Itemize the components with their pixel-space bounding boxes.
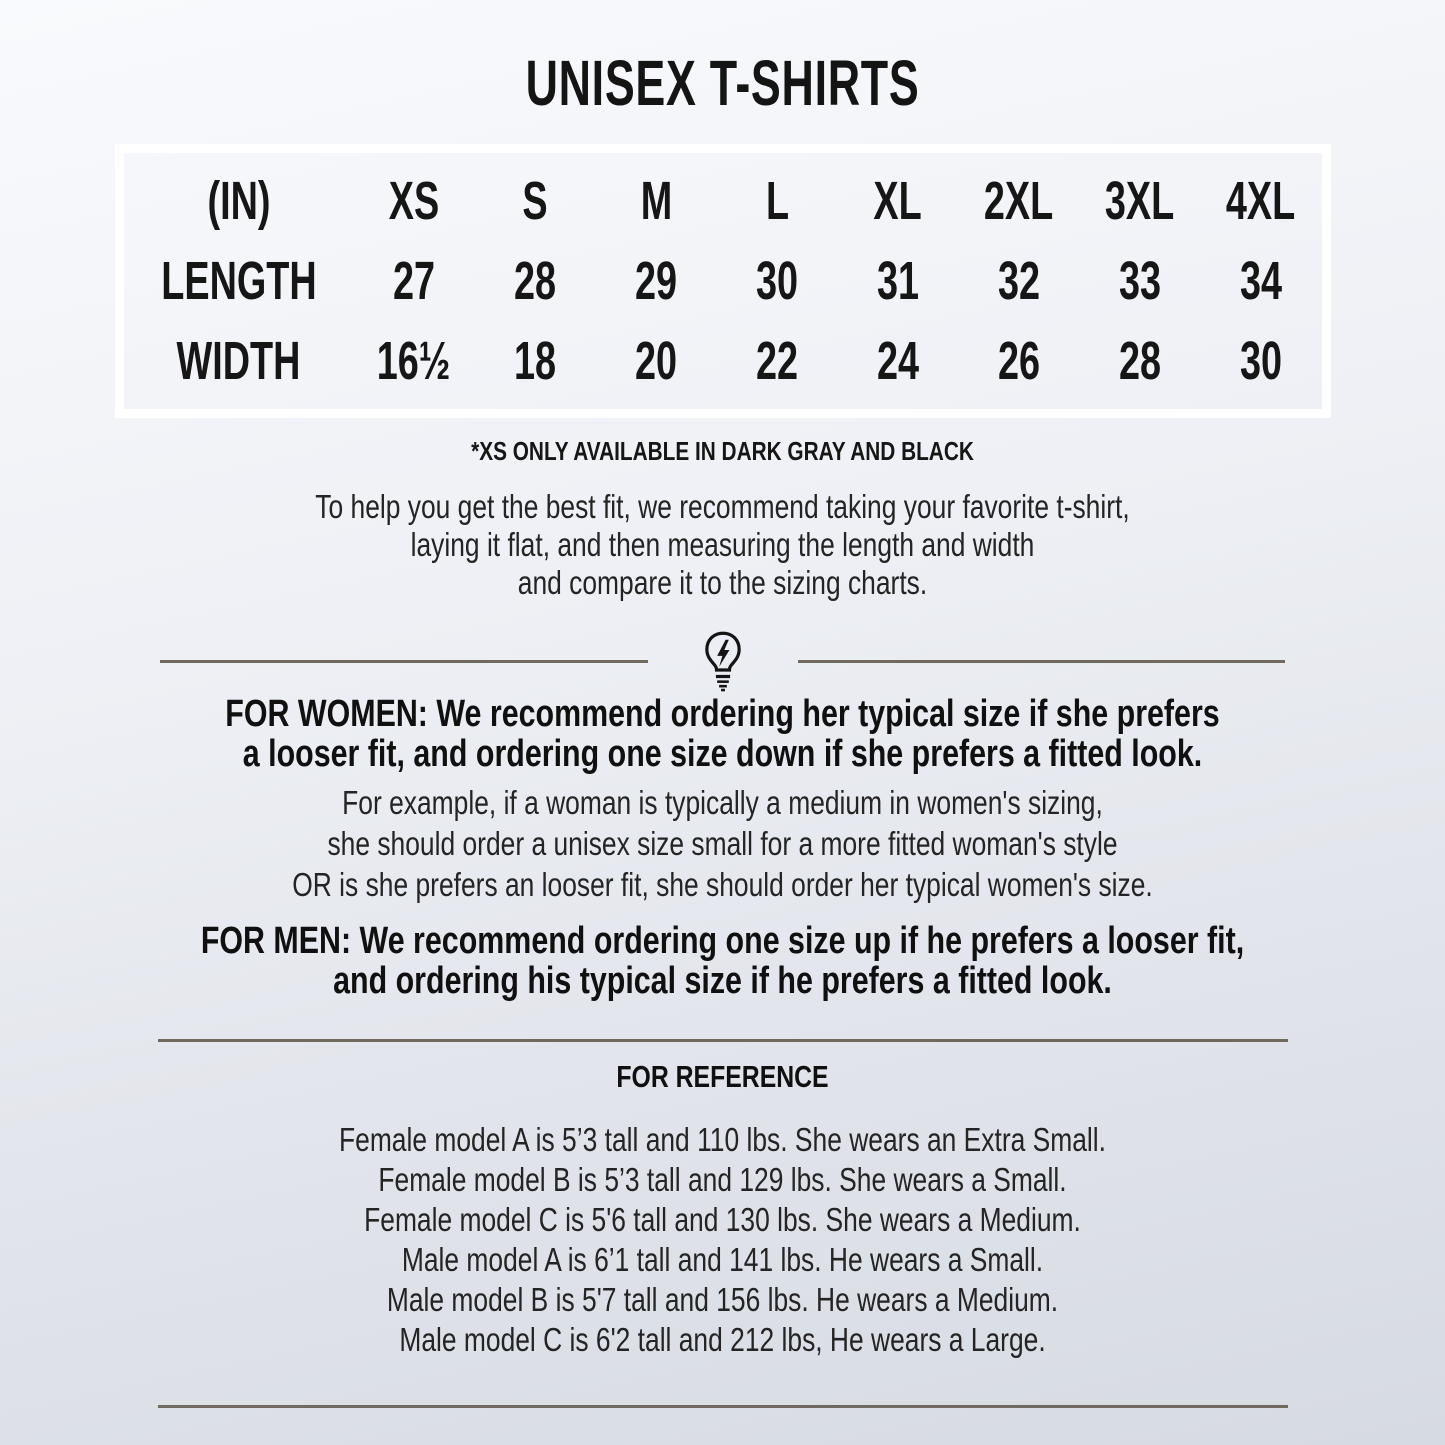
for-men-line: FOR MEN: We recommend ordering one size up if he prefers a looser fit, (200, 920, 1245, 962)
unit-label: (IN) (207, 171, 270, 231)
cell-value: 20 (634, 331, 678, 391)
model-reference-line: Male model C is 6'2 tall and 212 lbs, He wears a Large. (399, 1321, 1046, 1358)
cell-value: 26 (997, 331, 1041, 391)
model-reference-list (0, 1120, 1445, 1360)
divider-with-lightbulb (160, 630, 1285, 692)
size-label: XS (388, 171, 440, 231)
xs-availability-note-text: *XS ONLY AVAILABLE IN DARK GRAY AND BLACK (471, 436, 974, 466)
size-col-xs (354, 161, 475, 241)
size-table (115, 144, 1331, 418)
cell-value: 22 (755, 331, 799, 391)
length-value (959, 241, 1080, 321)
for-women-recommendation (0, 694, 1445, 774)
for-women-line: a looser fit, and ordering one size down if she prefers a fitted look. (242, 733, 1203, 775)
page-title (0, 47, 1445, 119)
cell-value: 34 (1239, 251, 1283, 311)
for-women-line: FOR WOMEN: We recommend ordering her typical size if she prefers (225, 693, 1220, 735)
cell-value: 33 (1118, 251, 1162, 311)
for-reference-heading (0, 1060, 1445, 1094)
for-reference-heading-text: FOR REFERENCE (616, 1059, 829, 1094)
length-value (1080, 241, 1201, 321)
size-label: M (640, 171, 672, 231)
size-label: 3XL (1105, 171, 1175, 231)
for-women-example-line: For example, if a woman is typically a medium in women's sizing, (342, 784, 1103, 821)
width-value (959, 321, 1080, 401)
width-value (838, 321, 959, 401)
size-col-xl (838, 161, 959, 241)
lightbulb-bolt-icon (648, 630, 798, 692)
size-col-2xl (959, 161, 1080, 241)
length-value (1201, 241, 1322, 321)
size-label: 4XL (1226, 171, 1296, 231)
size-table-unit-cell (124, 161, 354, 241)
cell-value: 30 (1239, 331, 1283, 391)
size-col-4xl (1201, 161, 1322, 241)
cell-value: 28 (1118, 331, 1162, 391)
for-women-example-line: she should order a unisex size small for a more fitted woman's style (327, 825, 1118, 862)
width-value (475, 321, 596, 401)
for-women-example (0, 782, 1445, 905)
size-table-length-row (124, 241, 1322, 321)
cell-value: 24 (876, 331, 920, 391)
model-reference-line: Female model A is 5’3 tall and 110 lbs. She wears an Extra Small. (339, 1121, 1106, 1158)
width-value (1201, 321, 1322, 401)
cell-value: 28 (513, 251, 557, 311)
model-reference-line: Male model B is 5'7 tall and 156 lbs. He wears a Medium. (386, 1281, 1059, 1318)
length-value (717, 241, 838, 321)
divider-line-bottom (158, 1405, 1288, 1408)
cell-value: 27 (392, 251, 436, 311)
row-label: LENGTH (160, 251, 317, 311)
for-men-recommendation (0, 921, 1445, 1001)
divider-line (158, 1039, 1288, 1042)
row-label: WIDTH (176, 331, 301, 391)
cell-value: 32 (997, 251, 1041, 311)
xs-availability-note (0, 436, 1445, 466)
length-value (596, 241, 717, 321)
page-title-text: UNISEX T-SHIRTS (525, 47, 920, 119)
width-value (354, 321, 475, 401)
fit-intro-line: and compare it to the sizing charts. (517, 564, 928, 601)
width-row-label (124, 321, 354, 401)
for-women-example-line: OR is she prefers an looser fit, she should order her typical women's size. (292, 866, 1153, 903)
length-value (838, 241, 959, 321)
size-table-header-row (124, 161, 1322, 241)
size-col-m (596, 161, 717, 241)
model-reference-line: Female model B is 5’3 tall and 129 lbs. She wears a Small. (378, 1161, 1067, 1198)
size-col-s (475, 161, 596, 241)
size-label: S (522, 171, 548, 231)
length-row-label (124, 241, 354, 321)
cell-value: 16½ (377, 331, 451, 391)
width-value (596, 321, 717, 401)
length-value (354, 241, 475, 321)
divider-line-right (798, 660, 1286, 663)
fit-intro-line: laying it flat, and then measuring the length and width (410, 526, 1035, 563)
length-value (475, 241, 596, 321)
fit-intro-line: To help you get the best fit, we recommend taking your favorite t-shirt, (315, 488, 1130, 525)
width-value (1080, 321, 1201, 401)
model-reference-line: Male model A is 6’1 tall and 141 lbs. He wears a Small. (401, 1241, 1044, 1278)
size-label: L (765, 171, 789, 231)
cell-value: 29 (634, 251, 678, 311)
width-value (717, 321, 838, 401)
for-men-line: and ordering his typical size if he prefers a fitted look. (333, 960, 1112, 1002)
cell-value: 31 (876, 251, 920, 311)
size-label: 2XL (984, 171, 1054, 231)
cell-value: 30 (755, 251, 799, 311)
size-label: XL (873, 171, 923, 231)
size-col-l (717, 161, 838, 241)
size-col-3xl (1080, 161, 1201, 241)
model-reference-line: Female model C is 5'6 tall and 130 lbs. She wears a Medium. (364, 1201, 1081, 1238)
size-table-width-row (124, 321, 1322, 401)
cell-value: 18 (513, 331, 557, 391)
fit-intro-paragraph (0, 488, 1445, 602)
divider-line-left (160, 660, 648, 663)
